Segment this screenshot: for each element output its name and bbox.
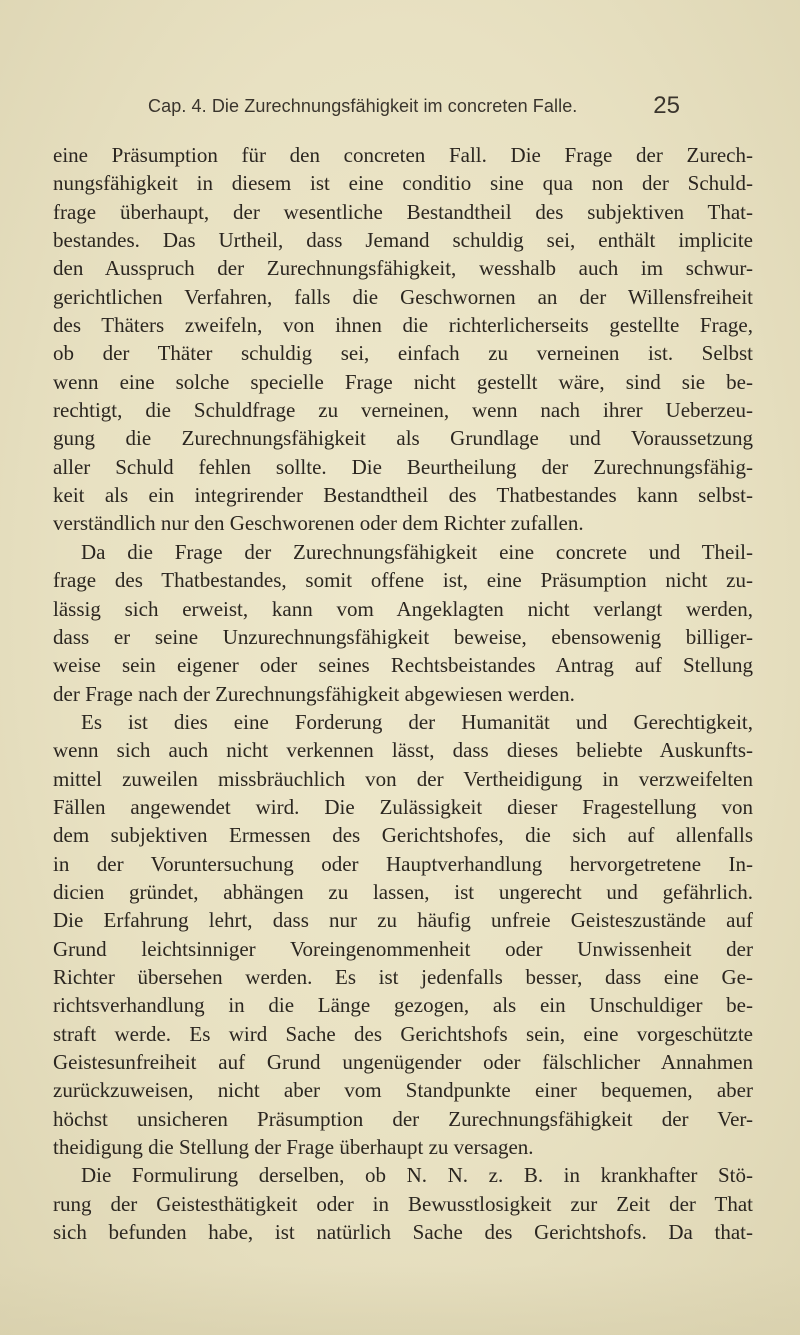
text-line: dass er seine Unzurechnungsfähigkeit beweise, ebensowenig billiger- — [53, 624, 753, 649]
text-line: ob der Thäter schuldig sei, einfach zu verneinen ist. Selbst — [53, 341, 753, 366]
text-line: rung der Geistesthätigkeit oder in Bewusstlosigkeit zur Zeit der That — [53, 1191, 753, 1216]
text-line: rechtigt, die Schuldfrage zu verneinen, wenn nach ihrer Ueberzeu- — [53, 398, 753, 423]
text-line: in der Voruntersuchung oder Hauptverhandlung hervorgetretene In- — [53, 851, 753, 876]
text-line: der Frage nach der Zurechnungsfähigkeit abgewiesen werden. — [53, 681, 575, 706]
running-head — [100, 92, 680, 128]
text-line: höchst unsicheren Präsumption der Zurechnungsfähigkeit der Ver- — [53, 1106, 753, 1131]
text-line: Fällen angewendet wird. Die Zulässigkeit dieser Fragestellung von — [53, 794, 753, 819]
text-line: wenn sich auch nicht verkennen lässt, dass dieses beliebte Auskunfts- — [53, 738, 753, 763]
text-line: Es ist dies eine Forderung der Humanität und Gerechtigkeit, — [81, 709, 753, 734]
text-line: richtsverhandlung in die Länge gezogen, als ein Unschuldiger be- — [53, 993, 753, 1018]
text-line: mittel zuweilen missbräuchlich von der Vertheidigung in verzweifelten — [53, 766, 753, 791]
text-line: frage des Thatbestandes, somit offene ist, eine Präsumption nicht zu- — [53, 568, 753, 593]
text-line: straft werde. Es wird Sache des Gerichtshofs sein, eine vorgeschützte — [53, 1021, 753, 1046]
text-line: verständlich nur den Geschworenen oder dem Richter zufallen. — [53, 511, 584, 536]
text-line: Die Erfahrung lehrt, dass nur zu häufig unfreie Geisteszustände auf — [53, 908, 753, 933]
text-line: bestandes. Das Urtheil, dass Jemand schuldig sei, enthält implicite — [53, 228, 753, 253]
page-edge-shading — [0, 1265, 800, 1335]
text-line: sich befunden habe, ist natürlich Sache des Gerichtshofs. Da that- — [53, 1220, 753, 1245]
text-line: frage überhaupt, der wesentliche Bestandtheil des subjektiven That- — [53, 199, 753, 224]
text-line: Grund leichtsinniger Voreingenommenheit oder Unwissenheit der — [53, 936, 753, 961]
text-line: aller Schuld fehlen sollte. Die Beurtheilung der Zurechnungsfähig- — [53, 454, 753, 479]
running-title: Cap. 4. Die Zurechnungsfähigkeit im concreten Falle. — [148, 96, 578, 116]
text-line: gung die Zurechnungsfähigkeit als Grundlage und Voraussetzung — [53, 426, 753, 451]
text-line: lässig sich erweist, kann vom Angeklagten nicht verlangt werden, — [53, 596, 753, 621]
text-line: theidigung die Stellung der Frage überhaupt zu versagen. — [53, 1135, 534, 1160]
text-line: dem subjektiven Ermessen des Gerichtshofes, die sich auf allenfalls — [53, 823, 753, 848]
page-number: 25 — [653, 92, 680, 119]
text-line: zurückzuweisen, nicht aber vom Standpunkte einer bequemen, aber — [53, 1078, 753, 1103]
text-line: den Ausspruch der Zurechnungsfähigkeit, wesshalb auch im schwur- — [53, 256, 753, 281]
text-line: nungsfähigkeit in diesem ist eine conditio sine qua non der Schuld- — [53, 171, 753, 196]
text-line: dicien gründet, abhängen zu lassen, ist ungerecht und gefährlich. — [53, 879, 753, 904]
text-line: Da die Frage der Zurechnungsfähigkeit eine concrete und Theil- — [81, 539, 753, 564]
text-line: eine Präsumption für den concreten Fall. Die Frage der Zurech- — [53, 143, 753, 167]
text-line: gerichtlichen Verfahren, falls die Geschwornen an der Willensfreiheit — [53, 284, 753, 309]
text-line: wenn eine solche specielle Frage nicht gestellt wäre, sind sie be- — [53, 369, 753, 394]
text-line: des Thäters zweifeln, von ihnen die richterlicherseits gestellte Frage, — [53, 313, 753, 338]
body-text — [53, 141, 753, 1246]
text-line: Richter übersehen werden. Es ist jedenfalls besser, dass eine Ge- — [53, 964, 753, 989]
text-line: Geistesunfreiheit auf Grund ungenügender oder fälschlicher Annahmen — [53, 1050, 753, 1074]
text-line: Die Formulirung derselben, ob N. N. z. B. in krankhafter Stö- — [81, 1163, 753, 1188]
text-line: weise sein eigener oder seines Rechtsbeistandes Antrag auf Stellung — [53, 653, 753, 678]
text-line: keit als ein integrirender Bestandtheil des Thatbestandes kann selbst- — [53, 483, 753, 508]
